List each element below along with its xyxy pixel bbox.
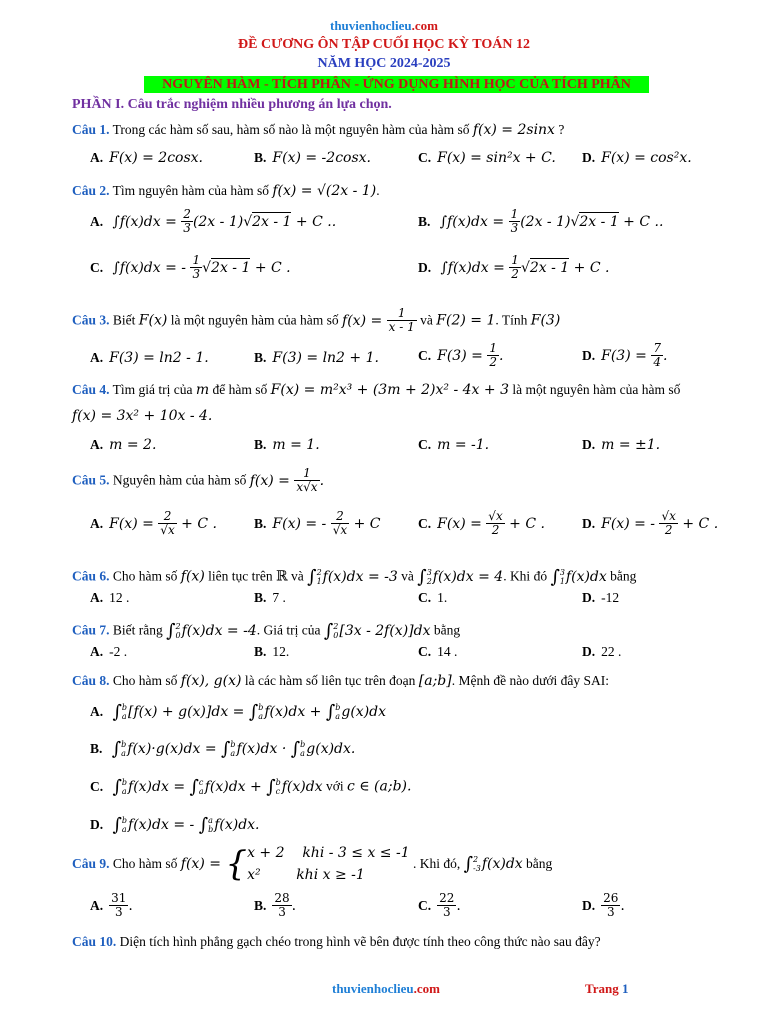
question-text: Nguyên hàm của hàm số	[109, 472, 250, 488]
option-text: F(x) = -2cosx.	[272, 150, 371, 166]
option-b[interactable]	[90, 738, 355, 759]
question-text: và	[401, 568, 418, 584]
option-d[interactable]	[582, 510, 718, 537]
option-label: B.	[254, 897, 267, 913]
real-set-symbol: ℝ	[276, 568, 288, 585]
question-text: Biết	[109, 312, 139, 328]
option-label: B.	[418, 213, 431, 229]
question-text: là một nguyên hàm của hàm số	[167, 312, 343, 328]
footer-site-link[interactable]	[332, 981, 440, 997]
option-label: D.	[582, 347, 596, 363]
question-number: Câu 3.	[72, 312, 110, 328]
option-b[interactable]	[254, 350, 379, 366]
option-label: A.	[90, 150, 104, 165]
option-text: -12	[601, 590, 620, 605]
option-condition: c ∈ (a;b).	[346, 778, 412, 795]
option-b[interactable]	[254, 644, 289, 660]
question-5	[72, 467, 324, 494]
page-number	[585, 981, 628, 997]
question-text: và	[287, 568, 308, 584]
question-6	[72, 566, 636, 587]
option-label: A.	[90, 213, 104, 229]
question-text: . Giá trị của	[256, 622, 324, 638]
question-text: Cho hàm số	[109, 673, 181, 688]
page-num: 1	[621, 981, 629, 996]
integral-expr: ∫2 0f(x)dx = -4	[166, 620, 257, 641]
option-label: B.	[254, 590, 267, 605]
option-label: B.	[254, 437, 267, 452]
question-expr: F(x) = m²x³ + (3m + 2)x² - 4x + 3	[270, 382, 509, 398]
option-d[interactable]	[582, 150, 692, 166]
option-c[interactable]	[90, 254, 291, 281]
option-a[interactable]	[90, 208, 336, 235]
option-label: C.	[418, 347, 432, 363]
option-label: A.	[90, 590, 104, 605]
option-d[interactable]	[90, 814, 260, 835]
option-a[interactable]	[90, 150, 203, 166]
case-1-expr: x + 2	[247, 845, 285, 861]
question-4	[72, 382, 680, 398]
question-expr: f(x) = $\frac{1}{x√x}$ .	[249, 466, 325, 494]
question-text: Biết rằng	[109, 622, 167, 638]
option-formula: $\frac{31}{3}$ .	[111, 891, 133, 919]
option-formula: F(x) = - $\frac{2}{√x}$ + C	[272, 509, 381, 537]
option-label: A.	[90, 350, 104, 365]
option-formula: F(x) = - $\frac{√x}{2}$ + C .	[601, 509, 719, 537]
option-formula: ∫b af(x)·g(x)dx = ∫b af(x)dx · ∫b ag(x)dx.	[111, 738, 356, 759]
option-c[interactable]	[418, 892, 461, 919]
document-title: ĐỀ CƯƠNG ÔN TẬP CUỐI HỌC KỲ TOÁN 12	[238, 37, 530, 52]
footer-site-name: thuvienhoclieu	[332, 981, 414, 996]
option-b[interactable]	[254, 590, 286, 606]
option-text: m = ±1.	[601, 437, 661, 453]
topic-banner: NGUYÊN HÀM - TÍCH PHÂN - ỨNG DỤNG HÌNH HỌC CỦA TÍCH PHÂN	[144, 76, 649, 93]
footer-site-tld: .com	[413, 981, 440, 996]
option-label: C.	[418, 897, 432, 913]
page-label: Trang	[585, 981, 619, 996]
option-formula: ∫f(x)dx = $\frac{1}{2}$ √2x - 1 + C .	[440, 253, 610, 281]
option-label: C.	[418, 644, 432, 659]
option-text: 22 .	[601, 644, 622, 659]
question-text: Tìm nguyên hàm của hàm số	[109, 183, 273, 198]
option-formula: $\frac{22}{3}$ .	[439, 891, 461, 919]
question-text: Trong các hàm số sau, hàm số nào là một nguyên hàm của hàm số	[109, 122, 473, 137]
question-text: để hàm số	[209, 382, 271, 397]
question-text: bằng	[610, 568, 637, 584]
option-text: 14 .	[437, 644, 458, 659]
option-label: B.	[254, 350, 267, 365]
case-2-expr: x²	[247, 867, 261, 883]
option-label: C.	[418, 515, 432, 531]
question-text: liên tục trên	[204, 568, 277, 584]
option-a[interactable]	[90, 437, 156, 453]
question-expr: f(x) = $\frac{1}{x - 1}$	[342, 306, 415, 334]
option-a[interactable]	[90, 892, 133, 919]
option-label: D.	[582, 897, 596, 913]
question-number: Câu 7.	[72, 622, 110, 638]
option-formula: ∫b af(x)dx = ∫c af(x)dx + ∫b c f(x)dx	[112, 776, 323, 797]
question-tail: .	[376, 183, 380, 198]
condition-expr: F(2) = 1	[436, 312, 496, 329]
option-formula: F(3) = $\frac{7}{4}$ .	[601, 341, 668, 369]
option-formula: ∫b a[f(x) + g(x)]dx = ∫b af(x)dx + ∫b ag(x)dx	[112, 701, 387, 722]
option-label: B.	[254, 515, 267, 531]
option-b[interactable]	[254, 892, 296, 919]
option-d[interactable]	[582, 342, 667, 369]
option-a[interactable]	[90, 510, 217, 537]
option-formula: ∫b af(x)dx = - ∫a bf(x)dx.	[112, 814, 260, 835]
option-formula: ∫f(x)dx = - $\frac{1}{3}$ √2x - 1 + C .	[112, 253, 291, 281]
site-header[interactable]	[0, 18, 768, 34]
question-number: Câu 6.	[72, 568, 110, 584]
antiderivative-symbol: F(x)	[138, 312, 168, 329]
option-text: với	[325, 778, 344, 794]
option-c[interactable]	[90, 776, 411, 797]
option-formula: ∫f(x)dx = $\frac{2}{3}$ (2x - 1)√2x - 1 + C ..	[112, 207, 337, 235]
option-label: B.	[254, 150, 267, 165]
question-text: bằng	[433, 622, 461, 638]
option-c[interactable]	[418, 150, 556, 166]
question-9	[72, 842, 552, 886]
case-1-condition: khi - 3 ≤ x ≤ -1	[302, 845, 410, 861]
question-text: và	[420, 312, 437, 328]
option-text: m = -1.	[437, 437, 490, 453]
option-d[interactable]	[582, 644, 621, 660]
option-a[interactable]	[90, 350, 209, 366]
question-1	[72, 122, 564, 138]
function-symbols: f(x), g(x)	[180, 673, 242, 689]
option-label: C.	[418, 437, 432, 452]
option-b[interactable]	[254, 437, 320, 453]
question-number: Câu 10.	[72, 934, 117, 949]
option-formula: F(x) = $\frac{2}{√x}$ + C .	[109, 509, 217, 537]
question-8	[72, 673, 609, 689]
question-7	[72, 620, 460, 641]
question-text: là các hàm số liên tục trên đoạn	[241, 673, 419, 688]
site-tld: .com	[411, 18, 438, 33]
question-text: . Mệnh đề nào dưới đây SAI:	[451, 673, 610, 688]
option-text: 12 .	[109, 590, 130, 605]
option-b[interactable]	[254, 510, 381, 537]
option-c[interactable]	[418, 644, 457, 660]
option-label: A.	[90, 703, 104, 719]
option-text: F(3) = ln2 - 1.	[109, 350, 209, 366]
asked-expr: F(3)	[530, 312, 561, 329]
option-label: B.	[90, 740, 103, 756]
school-year: NĂM HỌC 2024-2025	[317, 56, 451, 71]
option-text: 12.	[272, 644, 290, 659]
question-number: Câu 4.	[72, 382, 110, 397]
option-text: 1.	[437, 590, 448, 605]
integral-expr: ∫3 2f(x)dx = 4	[417, 566, 504, 587]
option-label: A.	[90, 515, 104, 531]
question-10	[72, 934, 601, 950]
option-label: A.	[90, 644, 104, 659]
piecewise-expr: f(x) = {x + 2 khi - 3 ≤ x ≤ -1 x² khi x ≥ -1	[180, 844, 410, 884]
option-label: C.	[90, 259, 104, 275]
option-c[interactable]	[418, 510, 545, 537]
option-label: A.	[90, 897, 104, 913]
option-formula: ∫f(x)dx = $\frac{1}{3}$ (2x - 1)√2x - 1 + C ..	[439, 207, 664, 235]
option-text: m = 2.	[109, 437, 157, 453]
question-number: Câu 9.	[72, 856, 110, 871]
option-text: -2 .	[109, 644, 128, 659]
option-d[interactable]	[582, 892, 625, 919]
question-2	[72, 183, 380, 199]
option-formula: $\frac{26}{3}$ .	[603, 891, 625, 919]
option-a[interactable]	[90, 701, 386, 722]
option-c[interactable]	[418, 590, 447, 606]
option-b[interactable]	[418, 208, 663, 235]
option-label: C.	[90, 778, 104, 794]
question-text: là một nguyên hàm của hàm số	[508, 382, 681, 397]
option-label: D.	[582, 644, 596, 659]
integral-expr: ∫2 1f(x)dx = -3	[307, 566, 398, 587]
question-text: . Khi đó,	[413, 856, 464, 871]
part-title: PHẦN I. Câu trắc nghiệm nhiều phương án lựa chọn.	[72, 97, 392, 112]
option-label: C.	[418, 590, 432, 605]
option-text: F(x) = cos²x.	[601, 150, 692, 166]
option-d[interactable]	[582, 437, 660, 453]
option-formula: F(3) = $\frac{1}{2}$ .	[437, 341, 504, 369]
option-label: B.	[254, 644, 267, 659]
option-label: A.	[90, 437, 104, 452]
option-a[interactable]	[90, 590, 129, 606]
question-number: Câu 5.	[72, 472, 110, 488]
option-formula: F(x) = $\frac{√x}{2}$ + C .	[437, 509, 545, 537]
question-text: . Tính	[495, 312, 531, 328]
option-formula: $\frac{28}{3}$ .	[274, 891, 297, 919]
option-label: D.	[582, 515, 596, 531]
option-d[interactable]	[418, 254, 609, 281]
option-text: F(x) = 2cosx.	[109, 150, 203, 166]
option-text: m = 1.	[272, 437, 320, 453]
integral-expr: ∫2 0[3x - 2f(x)]dx	[323, 620, 431, 641]
question-number: Câu 2.	[72, 183, 110, 198]
option-label: D.	[582, 590, 596, 605]
question-number: Câu 1.	[72, 122, 110, 137]
option-label: D.	[90, 816, 104, 832]
question-expr: f(x) = 2sinx	[472, 122, 555, 138]
question-text: . Khi đó	[503, 568, 551, 584]
integral-expr: ∫3 1f(x)dx	[550, 566, 607, 587]
question-text: Tìm giá trị của	[109, 382, 196, 397]
option-text: F(3) = ln2 + 1.	[272, 350, 379, 366]
question-4-line2	[72, 408, 212, 424]
option-text: F(x) = sin²x + C.	[437, 150, 556, 166]
question-text: bằng	[526, 856, 553, 871]
variable-m: m	[195, 382, 210, 398]
option-c[interactable]	[418, 342, 503, 369]
option-label: D.	[582, 437, 596, 452]
case-2-condition: khi x ≥ -1	[296, 867, 365, 883]
option-d[interactable]	[582, 590, 619, 606]
question-expr: f(x) = 3x² + 10x - 4.	[72, 408, 213, 424]
option-label: D.	[582, 150, 596, 165]
site-name: thuvienhoclieu	[330, 18, 412, 33]
integral-expr: ∫2 -3f(x)dx	[463, 853, 523, 875]
option-c[interactable]	[418, 437, 489, 453]
question-tail: ?	[554, 122, 565, 137]
question-text: Cho hàm số	[109, 856, 181, 871]
question-3	[72, 307, 560, 334]
option-b[interactable]	[254, 150, 371, 166]
option-text: 7 .	[272, 590, 286, 605]
question-expr: f(x) = √(2x - 1)	[272, 183, 377, 199]
option-label: D.	[418, 259, 432, 275]
option-a[interactable]	[90, 644, 127, 660]
option-label: C.	[418, 150, 432, 165]
question-text: Diện tích hình phẳng gạch chéo trong hình vẽ bên được tính theo công thức nào sau đây?	[116, 934, 601, 949]
question-number: Câu 8.	[72, 673, 110, 688]
function-symbol: f(x)	[180, 568, 205, 585]
interval-expr: [a;b]	[418, 673, 452, 689]
question-text: Cho hàm số	[109, 568, 181, 584]
